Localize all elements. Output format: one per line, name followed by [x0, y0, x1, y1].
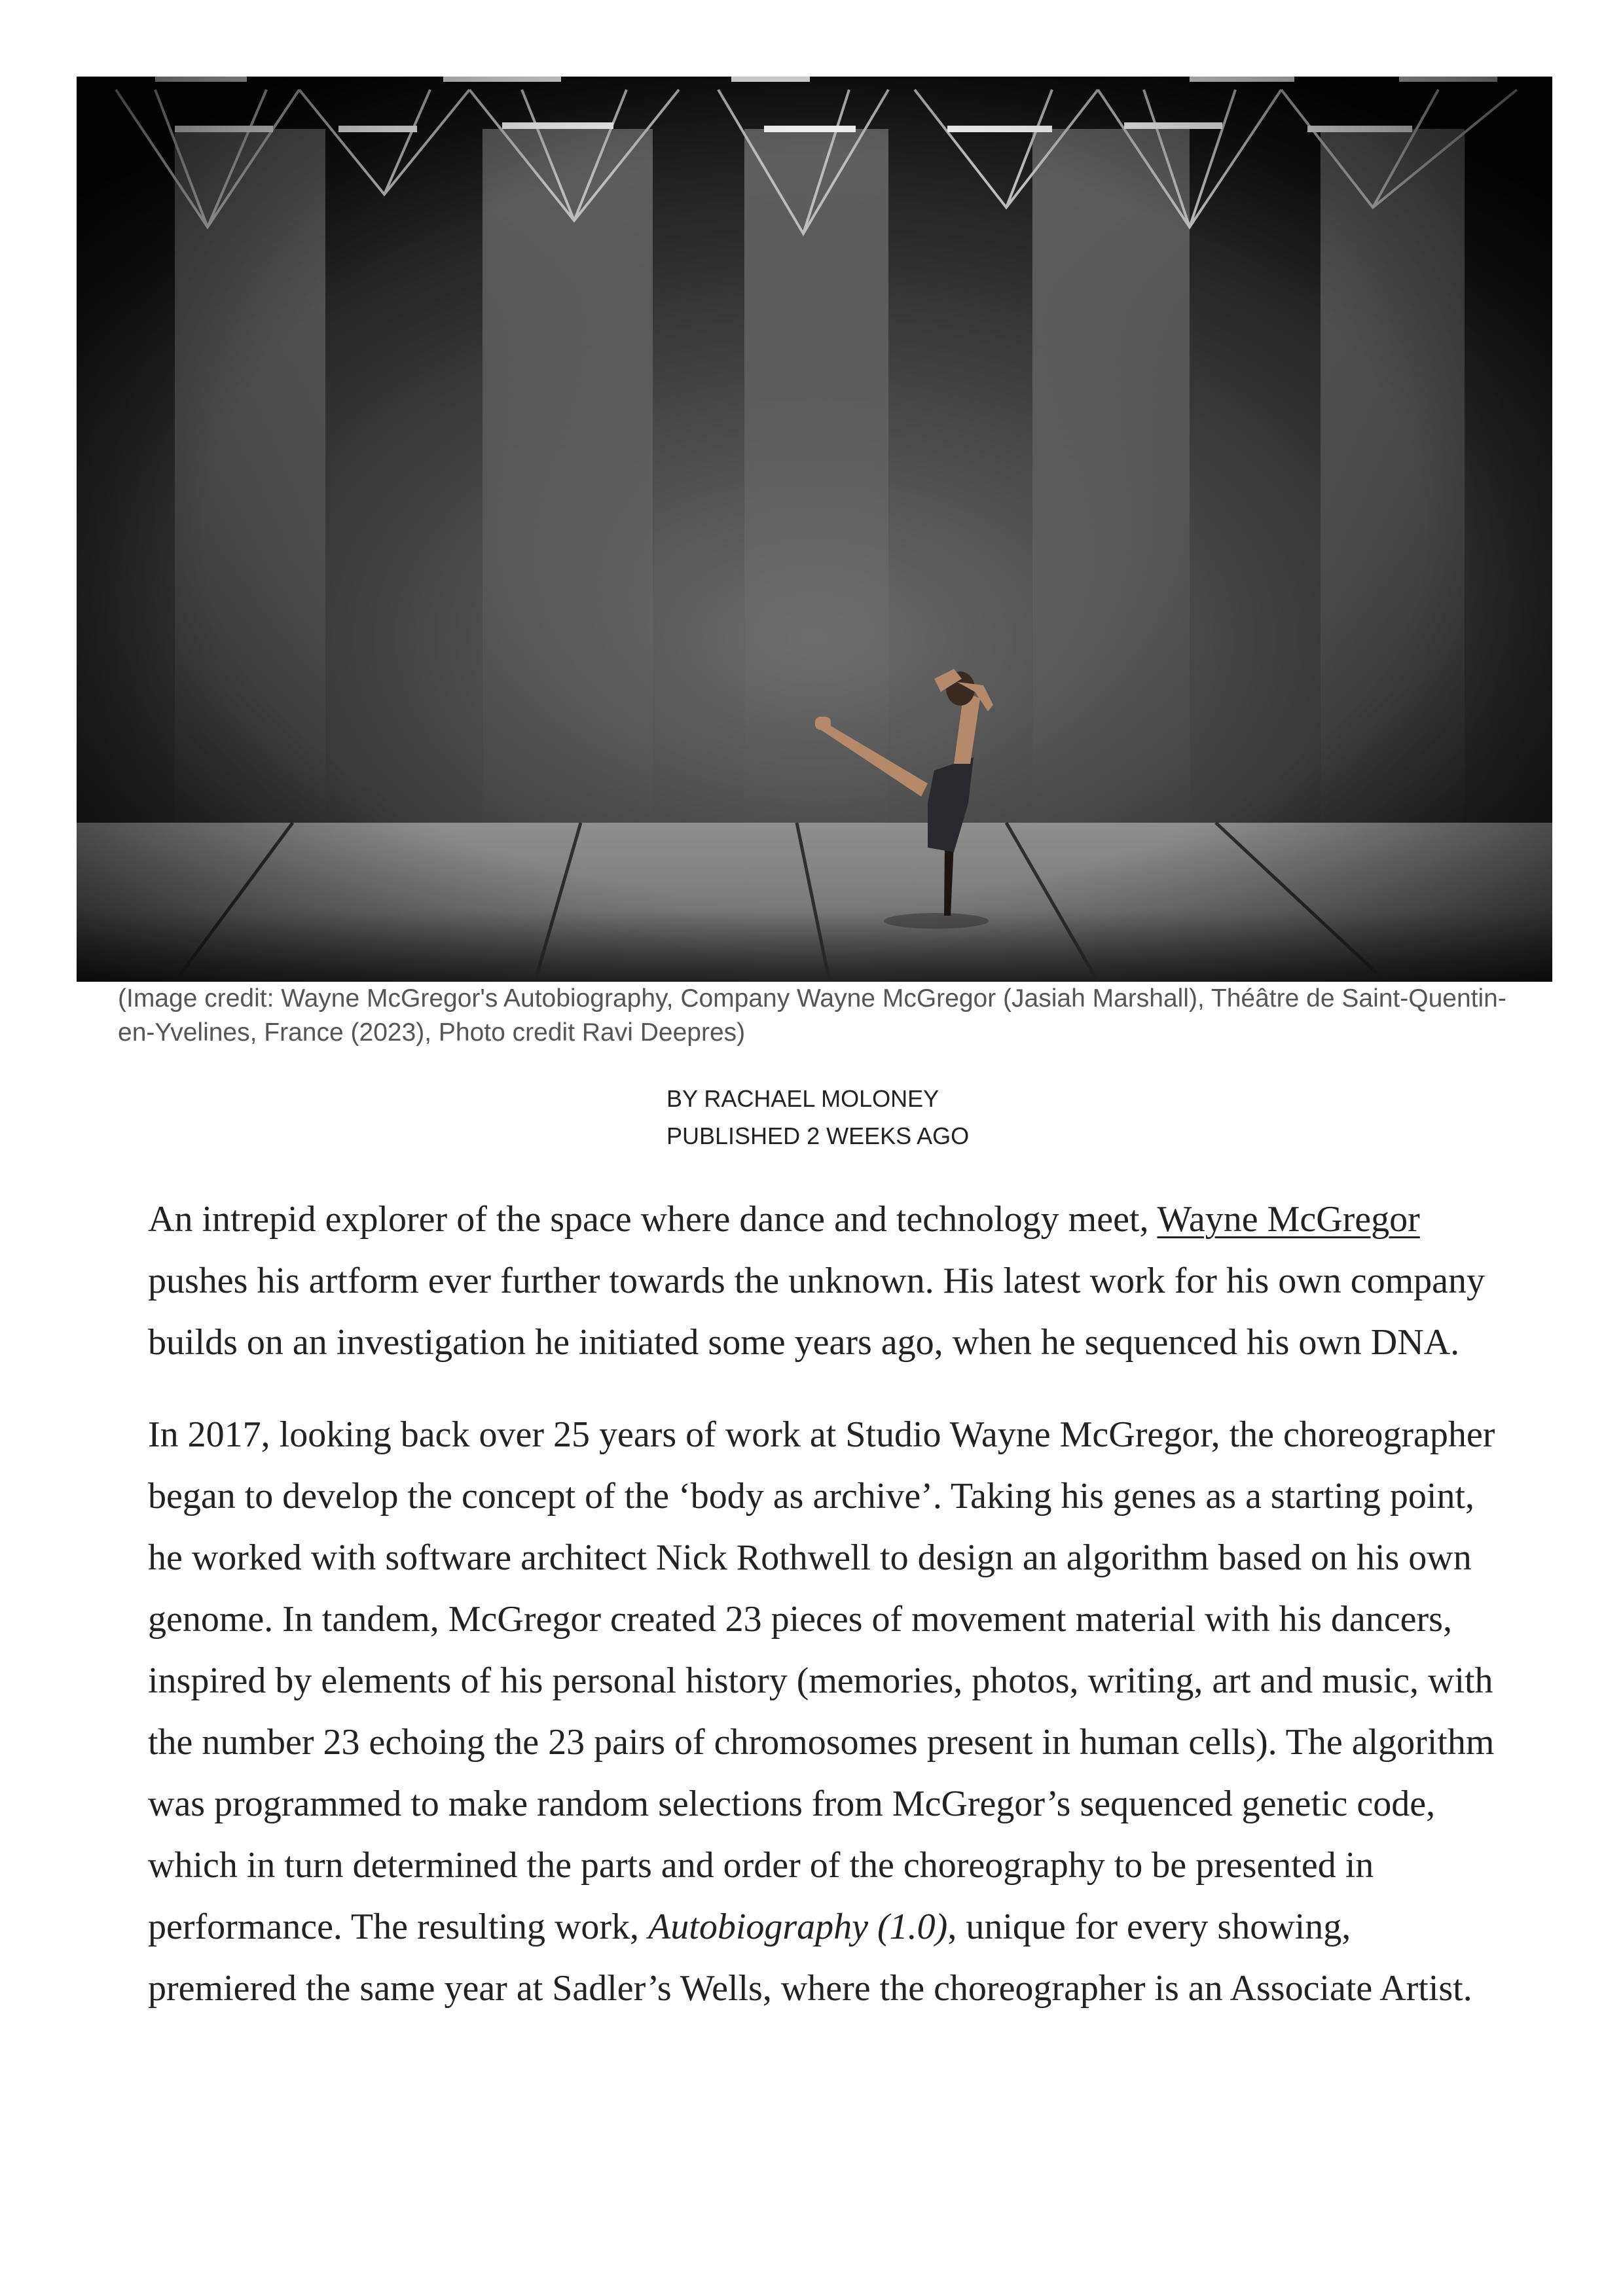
paragraph-text: An intrepid explorer of the space where dance and technology meet, — [148, 1199, 1158, 1240]
hero-image — [77, 77, 1552, 982]
article-paragraph-2 — [148, 1404, 1497, 2019]
wayne-mcgregor-link[interactable]: Wayne McGregor — [1157, 1199, 1420, 1240]
byline — [666, 1080, 969, 1155]
article-body — [148, 1189, 1497, 2050]
paragraph-text: pushes his artform ever further towards the unknown. His latest work for his own company builds on an investigation he initiated some years ago, when he sequenced his own DNA. — [148, 1261, 1486, 1363]
work-title: Autobiography (1.0) — [648, 1907, 948, 1947]
stage-photo-icon — [77, 77, 1552, 982]
image-caption: (Image credit: Wayne McGregor's Autobiography, Company Wayne McGregor (Jasiah Marshall), Théâtre de Saint-Quentin-en-Yvelines, France (2023), Photo credit Ravi Deepres) — [118, 984, 1506, 1047]
author-byline: BY RACHAEL MOLONEY — [666, 1085, 939, 1112]
article-paragraph-1 — [148, 1189, 1497, 1373]
paragraph-text: In 2017, looking back over 25 years of work at Studio Wayne McGregor, the choreographer began to develop the concept of the ‘body as archive’. Taking his genes as a starting point, he worked with software architect Nick Rothwell to design an algorithm based on his own genome. In tandem, McGregor created 23 pieces of movement material with his dancers, inspired by elements of his personal history (memories, photos, writing, art and music, with the number 23 echoing the 23 pairs of chromosomes present in human cells). The algorithm was programmed to make random selections from McGregor’s sequenced genetic code, which in turn determined the parts and order of the choreography to be presented in performance. The resulting work, — [148, 1414, 1495, 1947]
paragraph-text: , unique for every showing, premiered the same year at Sadler’s Wells, where the choreographer is an Associate Artist. — [148, 1907, 1472, 2009]
published-date: PUBLISHED 2 WEEKS AGO — [666, 1122, 970, 1149]
